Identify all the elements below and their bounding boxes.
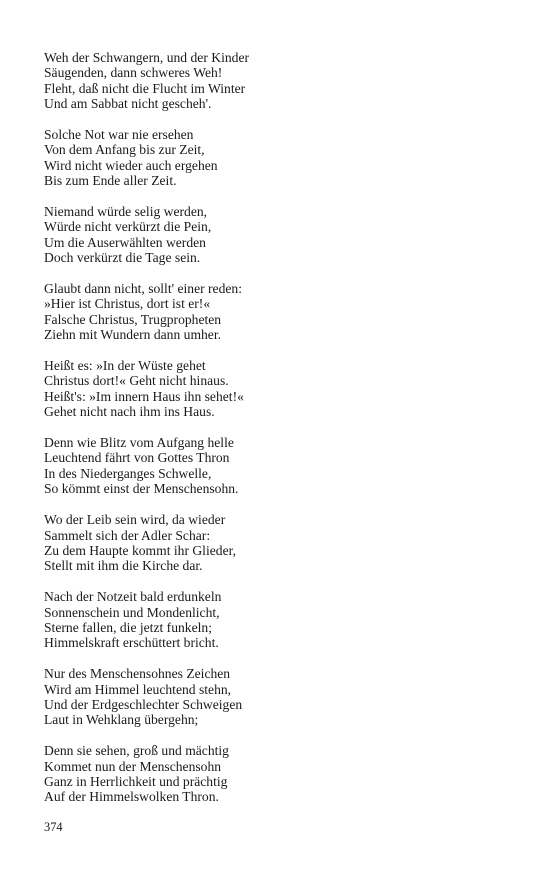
stanza-4 [44, 281, 504, 343]
verse-line: Heißt's: »Im innern Haus ihn sehet!« [44, 388, 244, 404]
stanza-9 [44, 666, 504, 728]
stanza-8 [44, 589, 504, 651]
verse-line: In des Niederganges Schwelle, [44, 465, 212, 481]
verse-line: Zu dem Haupte kommt ihr Glieder, [44, 542, 236, 558]
verse-line: Niemand würde selig werden, [44, 204, 208, 220]
verse-line: Auf der Himmelswolken Thron. [44, 789, 219, 805]
stanza-3 [44, 204, 504, 266]
verse-line: Sonnenschein und Mondenlicht, [44, 604, 220, 620]
stanza-1 [44, 50, 504, 112]
verse-line: Nach der Notzeit bald erdunkeln [44, 589, 222, 605]
stanza-10 [44, 743, 504, 805]
verse-line: Solche Not war nie ersehen [44, 127, 194, 143]
verse-line: Glaubt dann nicht, sollt' einer reden: [44, 281, 242, 297]
verse-line: Weh der Schwangern, und der Kinder [44, 50, 250, 65]
poem [44, 50, 504, 820]
verse-line: Falsche Christus, Trugpropheten [44, 311, 222, 327]
verse-line: Denn wie Blitz vom Aufgang helle [44, 435, 234, 451]
stanza-6 [44, 435, 504, 497]
verse-line: Von dem Anfang bis zur Zeit, [44, 142, 205, 158]
verse-line: Nur des Menschensohnes Zeichen [44, 666, 231, 682]
stanza-2 [44, 127, 504, 189]
verse-line: Wo der Leib sein wird, da wieder [44, 512, 226, 528]
verse-line: Heißt es: »In der Wüste gehet [44, 358, 206, 374]
verse-line: Christus dort!« Geht nicht hinaus. [44, 373, 229, 389]
verse-line: Leuchtend fährt von Gottes Thron [44, 450, 230, 466]
verse-line: Himmelskraft erschüttert bricht. [44, 635, 219, 651]
verse-line: Fleht, daß nicht die Flucht im Winter [44, 80, 246, 96]
verse-line: »Hier ist Christus, dort ist er!« [44, 296, 211, 312]
verse-line: Doch verkürzt die Tage sein. [44, 250, 201, 266]
page-number: 374 [44, 820, 63, 834]
verse-line: Sammelt sich der Adler Schar: [44, 527, 211, 543]
verse-line: Würde nicht verkürzt die Pein, [44, 219, 212, 235]
verse-line: Kommet nun der Menschensohn [44, 758, 222, 774]
verse-line: Sterne fallen, die jetzt funkeln; [44, 619, 212, 635]
verse-line: Bis zum Ende aller Zeit. [44, 173, 177, 189]
verse-line: Gehet nicht nach ihm ins Haus. [44, 404, 215, 420]
verse-line: Laut in Wehklang übergehn; [44, 712, 199, 728]
verse-line: Ziehn mit Wundern dann umher. [44, 327, 222, 343]
verse-line: Säugenden, dann schweres Weh! [44, 65, 223, 81]
verse-line: Und der Erdgeschlechter Schweigen [44, 696, 243, 712]
verse-line: Denn sie sehen, groß und mächtig [44, 743, 229, 759]
verse-line: So kömmt einst der Menschensohn. [44, 481, 239, 497]
verse-line: Wird am Himmel leuchtend stehn, [44, 681, 232, 697]
verse-line: Wird nicht wieder auch ergehen [44, 157, 218, 173]
verse-line: Um die Auserwählten werden [44, 234, 206, 250]
verse-line: Stellt mit ihm die Kirche dar. [44, 558, 203, 574]
verse-line: Ganz in Herrlichkeit und prächtig [44, 773, 228, 789]
stanza-5 [44, 358, 504, 420]
verse-line: Und am Sabbat nicht gescheh'. [44, 96, 212, 112]
stanza-7 [44, 512, 504, 574]
